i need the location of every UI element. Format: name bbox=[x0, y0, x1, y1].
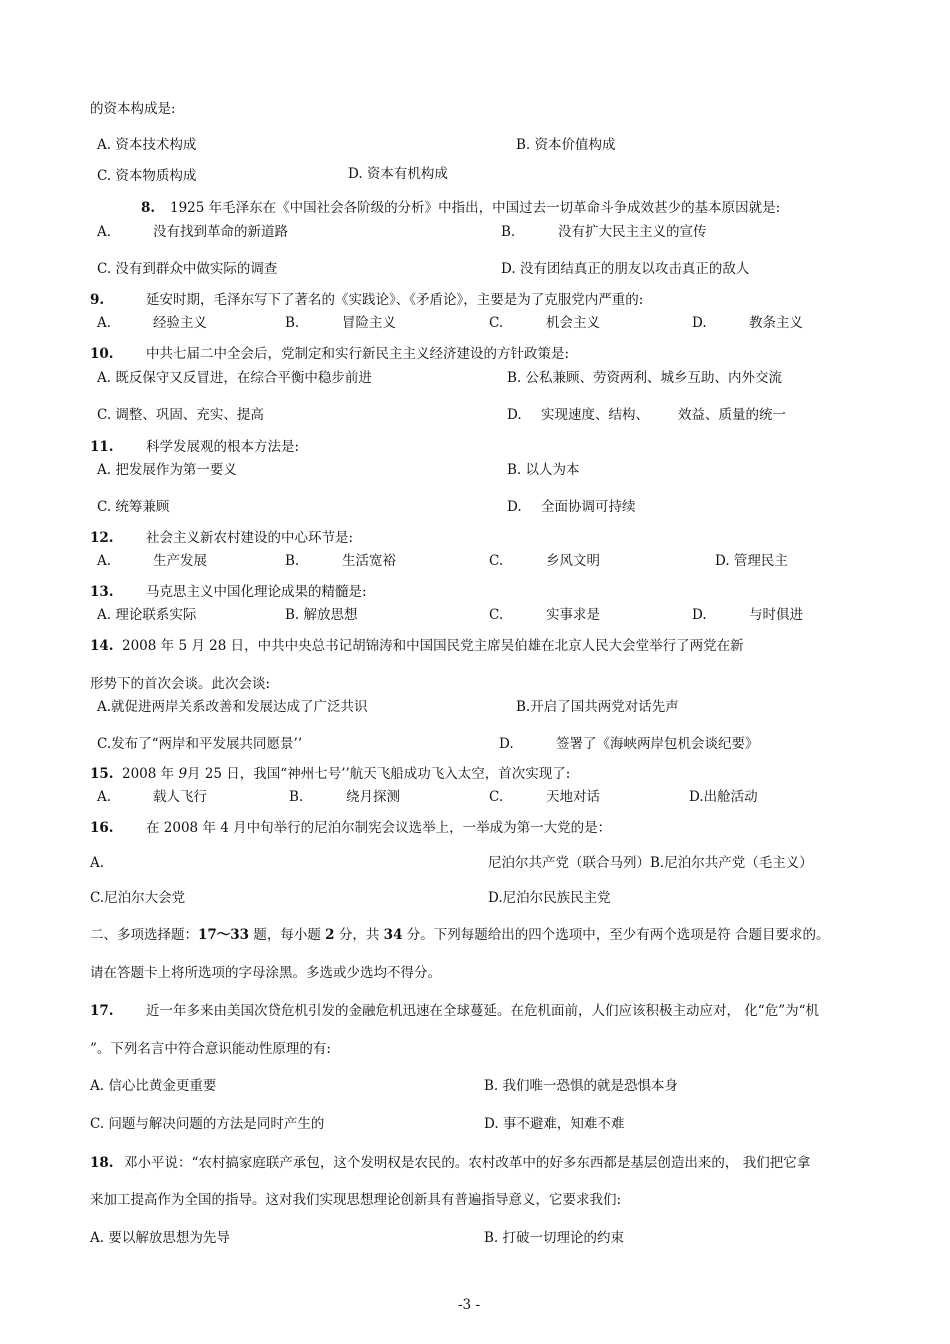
q17-option-a: A. 信心比黄金更重要 bbox=[90, 1078, 217, 1094]
q14-text: 2008 年 5 月 28 日，中共中央总书记胡锦涛和中国国民党主席吴伯雄在北京人民大会堂举行了两党在新 bbox=[122, 638, 744, 654]
q11-text: 科学发展观的根本方法是: bbox=[146, 439, 300, 455]
q15-option-a: 载人飞行 bbox=[153, 789, 207, 805]
q7-option-a: A. 资本技术构成 bbox=[97, 137, 197, 153]
q18-number: 18. bbox=[90, 1155, 114, 1171]
q12-text: 社会主义新农村建设的中心环节是: bbox=[146, 530, 354, 546]
q8-option-a: 没有找到革命的新道路 bbox=[153, 224, 288, 240]
q16-option-c: C.尼泊尔大会党 bbox=[90, 890, 186, 906]
q9-option-a-letter: A. bbox=[97, 315, 112, 331]
q9-option-b: 冒险主义 bbox=[342, 315, 396, 331]
section2-p5: 分，共 bbox=[334, 927, 384, 943]
q9-text: 延安时期，毛泽东写下了著名的《实践论》、《矛盾论》，主要是为了克服党内严重的: bbox=[146, 292, 644, 308]
q15-number: 15. bbox=[90, 766, 114, 782]
q17-option-b: B. 我们唯一恐惧的就是恐惧本身 bbox=[484, 1078, 679, 1094]
q9-option-c: 机会主义 bbox=[546, 315, 600, 331]
q13-option-c: 实事求是 bbox=[546, 607, 600, 623]
q8-option-b: 没有扩大民主主义的宣传 bbox=[558, 224, 707, 240]
section2-points-total: 34 bbox=[383, 927, 403, 943]
q9-option-d: 教条主义 bbox=[749, 315, 803, 331]
q13-text: 马克思主义中国化理论成果的精髓是: bbox=[146, 584, 367, 600]
q9-option-c-letter: C. bbox=[489, 315, 504, 331]
q16-text: 在 2008 年 4 月中旬举行的尼泊尔制宪会议选举上，一举成为第一大党的是： bbox=[146, 820, 612, 836]
q8-text: 1925 年毛泽东在《中国社会各阶级的分析》中指出，中国过去一切革命斗争成效甚少的基本原因就是: bbox=[170, 200, 781, 216]
q11-option-c: C. 统筹兼顾 bbox=[97, 499, 170, 515]
q10-option-d-letter: D. bbox=[507, 407, 522, 423]
q12-option-a-letter: A. bbox=[97, 553, 112, 569]
q17-number: 17. bbox=[90, 1003, 114, 1019]
section2-p7: 分。下列每题给出的四个选项中，至少有两个选项是符 合题目要求的。 bbox=[402, 927, 830, 943]
q17-option-c: C. 问题与解决问题的方法是同时产生的 bbox=[90, 1116, 325, 1132]
q12-option-c: 乡风文明 bbox=[546, 553, 600, 569]
section2-p1: 二、多项选择题： bbox=[90, 927, 198, 943]
q11-option-d: 全面协调可持续 bbox=[541, 499, 636, 515]
q8-option-b-letter: B. bbox=[501, 224, 516, 240]
q8-number: 8. bbox=[141, 200, 156, 216]
q16-option-a-letter: A. bbox=[90, 855, 105, 871]
q10-option-d: 实现速度、结构、 bbox=[541, 407, 649, 423]
q12-option-d: D. 管理民主 bbox=[715, 553, 788, 569]
q15-option-d: D.出舱活动 bbox=[689, 789, 758, 805]
q8-option-d: D. 没有团结真正的朋友以攻击真正的敌人 bbox=[501, 261, 750, 277]
q14-option-c: C.发布了“两岸和平发展共同愿景’’ bbox=[97, 736, 303, 752]
q17-text: 近一年多来由美国次贷危机引发的金融危机迅速在全球蔓延。在危机面前，人们应该积极主动应对， 化“危”为“机 bbox=[146, 1003, 819, 1019]
q16-option-a-b: 尼泊尔共产党（联合马列）B.尼泊尔共产党（毛主义） bbox=[488, 855, 813, 871]
q13-number: 13. bbox=[90, 584, 114, 600]
q16-number: 16. bbox=[90, 820, 114, 836]
q18-option-b: B. 打破一切理论的约束 bbox=[484, 1230, 625, 1246]
q7-option-d: D. 资本有机构成 bbox=[348, 166, 448, 182]
q15-option-b: 绕月探测 bbox=[346, 789, 400, 805]
section2-range: 17～33 bbox=[198, 927, 250, 943]
q12-number: 12. bbox=[90, 530, 114, 546]
q10-option-d-cont: 效益、质量的统一 bbox=[678, 407, 786, 423]
q15-option-c: 天地对话 bbox=[546, 789, 600, 805]
section2-instructions-line2: 请在答题卡上将所选项的字母涂黑。多选或少选均不得分。 bbox=[90, 965, 441, 981]
q13-option-b: B. 解放思想 bbox=[285, 607, 358, 623]
section2-instructions bbox=[90, 927, 830, 943]
q13-option-d-letter: D. bbox=[692, 607, 707, 623]
q11-option-a: A. 把发展作为第一要义 bbox=[97, 462, 237, 478]
q17-option-d: D. 事不避难，知难不难 bbox=[484, 1116, 625, 1132]
q15-text bbox=[122, 766, 570, 782]
q12-option-b-letter: B. bbox=[285, 553, 300, 569]
q11-number: 11. bbox=[90, 439, 114, 455]
q18-option-a: A. 要以解放思想为先导 bbox=[90, 1230, 230, 1246]
q9-option-b-letter: B. bbox=[285, 315, 300, 331]
q14-option-a: A.就促进两岸关系改善和发展达成了广泛共识 bbox=[97, 699, 368, 715]
q10-option-a: A. 既反保守又反冒进，在综合平衡中稳步前进 bbox=[97, 370, 372, 386]
q7-continuation: 的资本构成是: bbox=[90, 101, 176, 117]
q12-option-b: 生活宽裕 bbox=[342, 553, 396, 569]
q14-option-b: B.开启了国共两党对话先声 bbox=[516, 699, 679, 715]
q14-option-d-letter: D. bbox=[499, 736, 514, 752]
q13-option-c-letter: C. bbox=[489, 607, 504, 623]
q8-option-c: C. 没有到群众中做实际的调查 bbox=[97, 261, 278, 277]
q17-continuation: ”。下列名言中符合意识能动性原理的有: bbox=[90, 1041, 331, 1057]
q11-option-d-letter: D. bbox=[507, 499, 522, 515]
q10-option-b: B. 公私兼顾、劳资两利、城乡互助、内外交流 bbox=[507, 370, 783, 386]
q14-continuation: 形势下的首次会谈。此次会谈: bbox=[90, 676, 271, 692]
q9-option-d-letter: D. bbox=[692, 315, 707, 331]
q14-number: 14. bbox=[90, 638, 114, 654]
q15-option-a-letter: A. bbox=[97, 789, 112, 805]
q15-option-c-letter: C. bbox=[489, 789, 504, 805]
q15-text-pre: 2008 年 bbox=[122, 766, 179, 782]
q9-option-a: 经验主义 bbox=[153, 315, 207, 331]
q7-option-b: B. 资本价值构成 bbox=[516, 137, 616, 153]
q11-option-b: B. 以人为本 bbox=[507, 462, 580, 478]
q15-text-post: 月 25 日，我国“神州七号’’航天飞船成功飞入太空，首次实现了: bbox=[187, 766, 571, 782]
section2-p3: 题，每小题 bbox=[249, 927, 326, 943]
q10-option-c: C. 调整、巩固、充实、提高 bbox=[97, 407, 264, 423]
q16-option-d: D.尼泊尔民族民主党 bbox=[488, 890, 611, 906]
q18-continuation: 来加工提高作为全国的指导。这对我们实现思想理论创新具有普遍指导意义，它要求我们: bbox=[90, 1192, 622, 1208]
q10-text: 中共七届二中全会后，党制定和实行新民主主义经济建设的方针政策是: bbox=[146, 346, 570, 362]
q12-option-a: 生产发展 bbox=[153, 553, 207, 569]
q15-text-month: 9 bbox=[178, 766, 188, 782]
q13-option-a: A. 理论联系实际 bbox=[97, 607, 197, 623]
q8-option-a-letter: A. bbox=[97, 224, 112, 240]
q12-option-c-letter: C. bbox=[489, 553, 504, 569]
q7-option-c: C. 资本物质构成 bbox=[97, 168, 197, 184]
q10-number: 10. bbox=[90, 346, 114, 362]
section2-points-each: 2 bbox=[325, 927, 335, 943]
q18-text: 邓小平说：“农村搞家庭联产承包，这个发明权是农民的。农村改革中的好多东西都是基层创造出来的， 我们把它拿 bbox=[124, 1155, 811, 1171]
q9-number: 9. bbox=[90, 292, 105, 308]
page-number: -3 - bbox=[458, 1297, 481, 1313]
q13-option-d: 与时俱进 bbox=[749, 607, 803, 623]
q15-option-b-letter: B. bbox=[289, 789, 304, 805]
q14-option-d: 签署了《海峡两岸包机会谈纪要》 bbox=[556, 736, 759, 752]
